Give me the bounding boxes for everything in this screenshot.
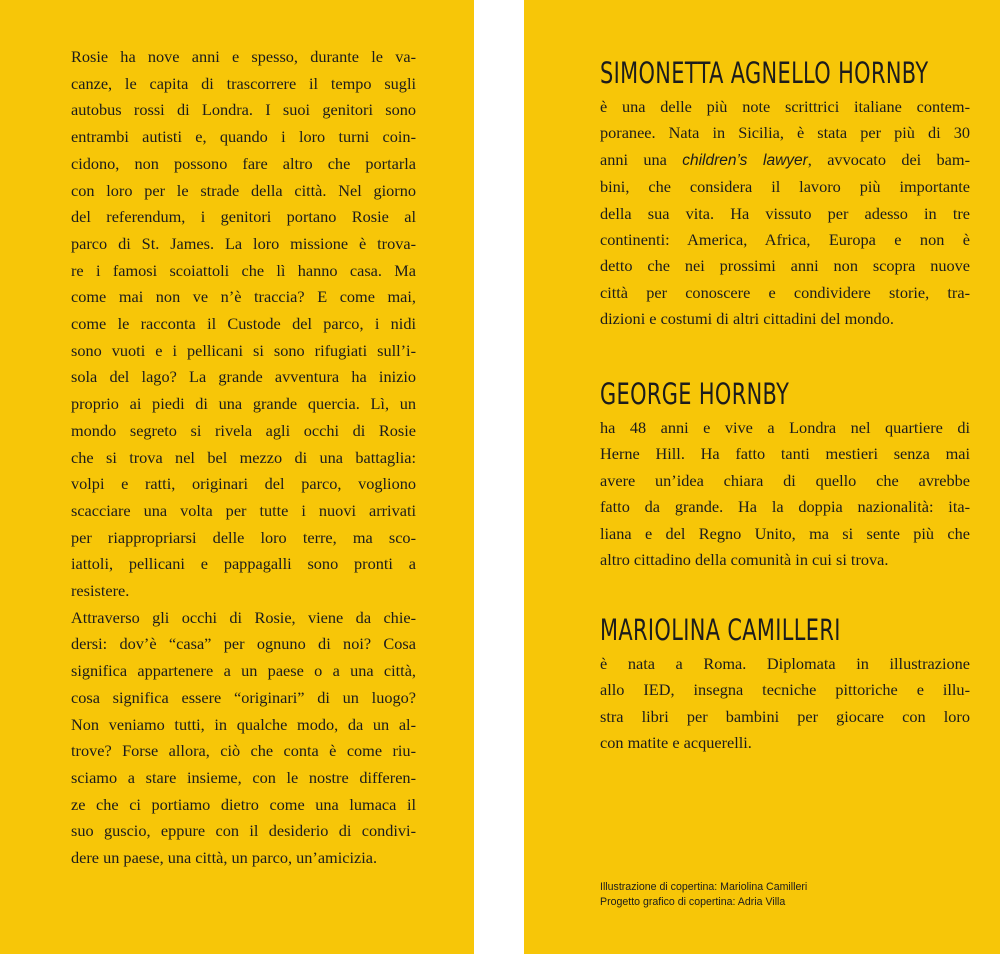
author-name-george: GEORGE HORNBY [600, 377, 790, 411]
synopsis-line: canze, le capita di trascorrere il tempo sugli [71, 73, 416, 93]
emphasized-term: children’s lawyer [682, 151, 808, 169]
bio-line: altro cittadino della comunità in cui si trova. [600, 550, 889, 570]
synopsis-line: Rosie ha nove anni e spesso, durante le va- [71, 47, 416, 66]
bio-line: continenti: America, Africa, Europa e non è [600, 230, 970, 250]
bio-line: avere un’idea chiara di quello che avrebbe [600, 470, 970, 490]
bio-line: ha 48 anni e vive a Londra nel quartiere di [600, 418, 970, 437]
synopsis-line: cidono, non possono fare altro che portarla [71, 153, 416, 173]
bio-line: bini, che considera il lavoro più importante [600, 177, 970, 197]
synopsis-line: scacciare una volta per tutte i nuovi arrivati [71, 500, 416, 520]
synopsis-line: sciamo a stare insieme, con le nostre differen- [71, 767, 416, 787]
synopsis-line: con loro per le strade della città. Nel giorno [71, 180, 416, 200]
bio-line: poranee. Nata in Sicilia, è stata per più di 30 [600, 123, 970, 143]
synopsis-line: sono vuoti e i pellicani si sono rifugiati sull’i- [71, 340, 416, 360]
synopsis-line: volpi e ratti, originari del parco, vogliono [71, 474, 416, 494]
synopsis-line: dere un paese, una città, un parco, un’amicizia. [71, 848, 378, 868]
author-section-simonetta [600, 56, 970, 333]
synopsis-text [71, 44, 416, 872]
bio-line: dizioni e costumi di altri cittadini del mondo. [600, 309, 894, 329]
back-cover-left-panel [0, 0, 474, 954]
synopsis-line: parco di St. James. La loro missione è trova- [71, 233, 416, 253]
synopsis-line: autobus rossi di Londra. I suoi genitori sono [71, 100, 416, 120]
synopsis-line: come le racconta il Custode del parco, i nidi [71, 314, 416, 334]
bio-line: detto che nei prossimi anni non scopra nuove [600, 256, 970, 276]
synopsis-line: come mai non ve n’è traccia? E come mai, [71, 287, 416, 307]
bio-line: fatto da grande. Ha la doppia nazionalità: ita- [600, 497, 970, 517]
synopsis-line: Attraverso gli occhi di Rosie, viene da chie- [71, 607, 416, 627]
bio-line: liana e del Regno Unito, ma si sente più che [600, 523, 970, 543]
synopsis-line: che si trova nel bel mezzo di una battaglia: [71, 447, 416, 467]
bio-line: è una delle più note scrittrici italiane contem- [600, 97, 970, 116]
synopsis-line: ze che ci portiamo dietro come una lumaca il [71, 794, 416, 814]
synopsis-line: re i famosi scoiattoli che lì hanno casa. Ma [71, 260, 416, 280]
author-section-mariolina [600, 613, 970, 757]
credit-illustration: Illustrazione di copertina: Mariolina Camilleri [600, 881, 808, 893]
author-name-mariolina: MARIOLINA CAMILLERI [600, 613, 841, 647]
bio-line: stra libri per bambini per giocare con loro [600, 706, 970, 726]
synopsis-line: mondo segreto si rivela agli occhi di Rosie [71, 420, 416, 440]
synopsis-line: suo guscio, eppure con il desiderio di condivi- [71, 821, 416, 841]
bio-line: della sua vita. Ha vissuto per adesso in tre [600, 203, 970, 223]
synopsis-line: proprio ai piedi di una grande quercia. Lì, un [71, 394, 416, 414]
synopsis-line: trove? Forse allora, ciò che conta è come riu- [71, 741, 416, 761]
synopsis-line: sola del lago? La grande avventura ha inizio [71, 367, 416, 387]
credit-graphic-design: Progetto grafico di copertina: Adria Villa [600, 896, 786, 908]
bio-line: allo IED, insegna tecniche pittoriche e illu- [600, 680, 970, 700]
synopsis-line: dersi: dov’è “casa” per ognuno di noi? Cosa [71, 634, 416, 654]
bio-line: città per conoscere e condividere storie, tra- [600, 282, 970, 302]
author-bio-simonetta [600, 94, 970, 333]
author-name-simonetta: SIMONETTA AGNELLO HORNBY [600, 56, 929, 90]
synopsis-line: significa appartenere a un paese o a una città, [71, 661, 416, 681]
bio-line: Herne Hill. Ha fatto tanti mestieri senza mai [600, 444, 970, 464]
bio-line: con matite e acquerelli. [600, 733, 752, 753]
author-bio-george [600, 415, 970, 573]
back-cover-right-panel [524, 0, 1000, 954]
bio-line: è nata a Roma. Diplomata in illustrazione [600, 654, 970, 673]
author-bio-mariolina [600, 651, 970, 757]
synopsis-line: cosa significa essere “originari” di un luogo? [71, 687, 416, 707]
synopsis-line: iattoli, pellicani e pappagalli sono pronti a [71, 554, 416, 574]
author-section-george [600, 377, 970, 573]
synopsis-line: del referendum, i genitori portano Rosie al [71, 207, 416, 227]
synopsis-line: per riappropriarsi delle loro terre, ma sco- [71, 527, 416, 547]
synopsis-line: Non veniamo tutti, in qualche modo, da un al- [71, 714, 416, 734]
bio-line: anni una children’s lawyer, avvocato dei bam- [600, 149, 970, 169]
cover-credits [600, 880, 807, 910]
synopsis-line: entrambi autisti e, quando i loro turni coin- [71, 127, 416, 147]
synopsis-line: resistere. [71, 581, 130, 601]
